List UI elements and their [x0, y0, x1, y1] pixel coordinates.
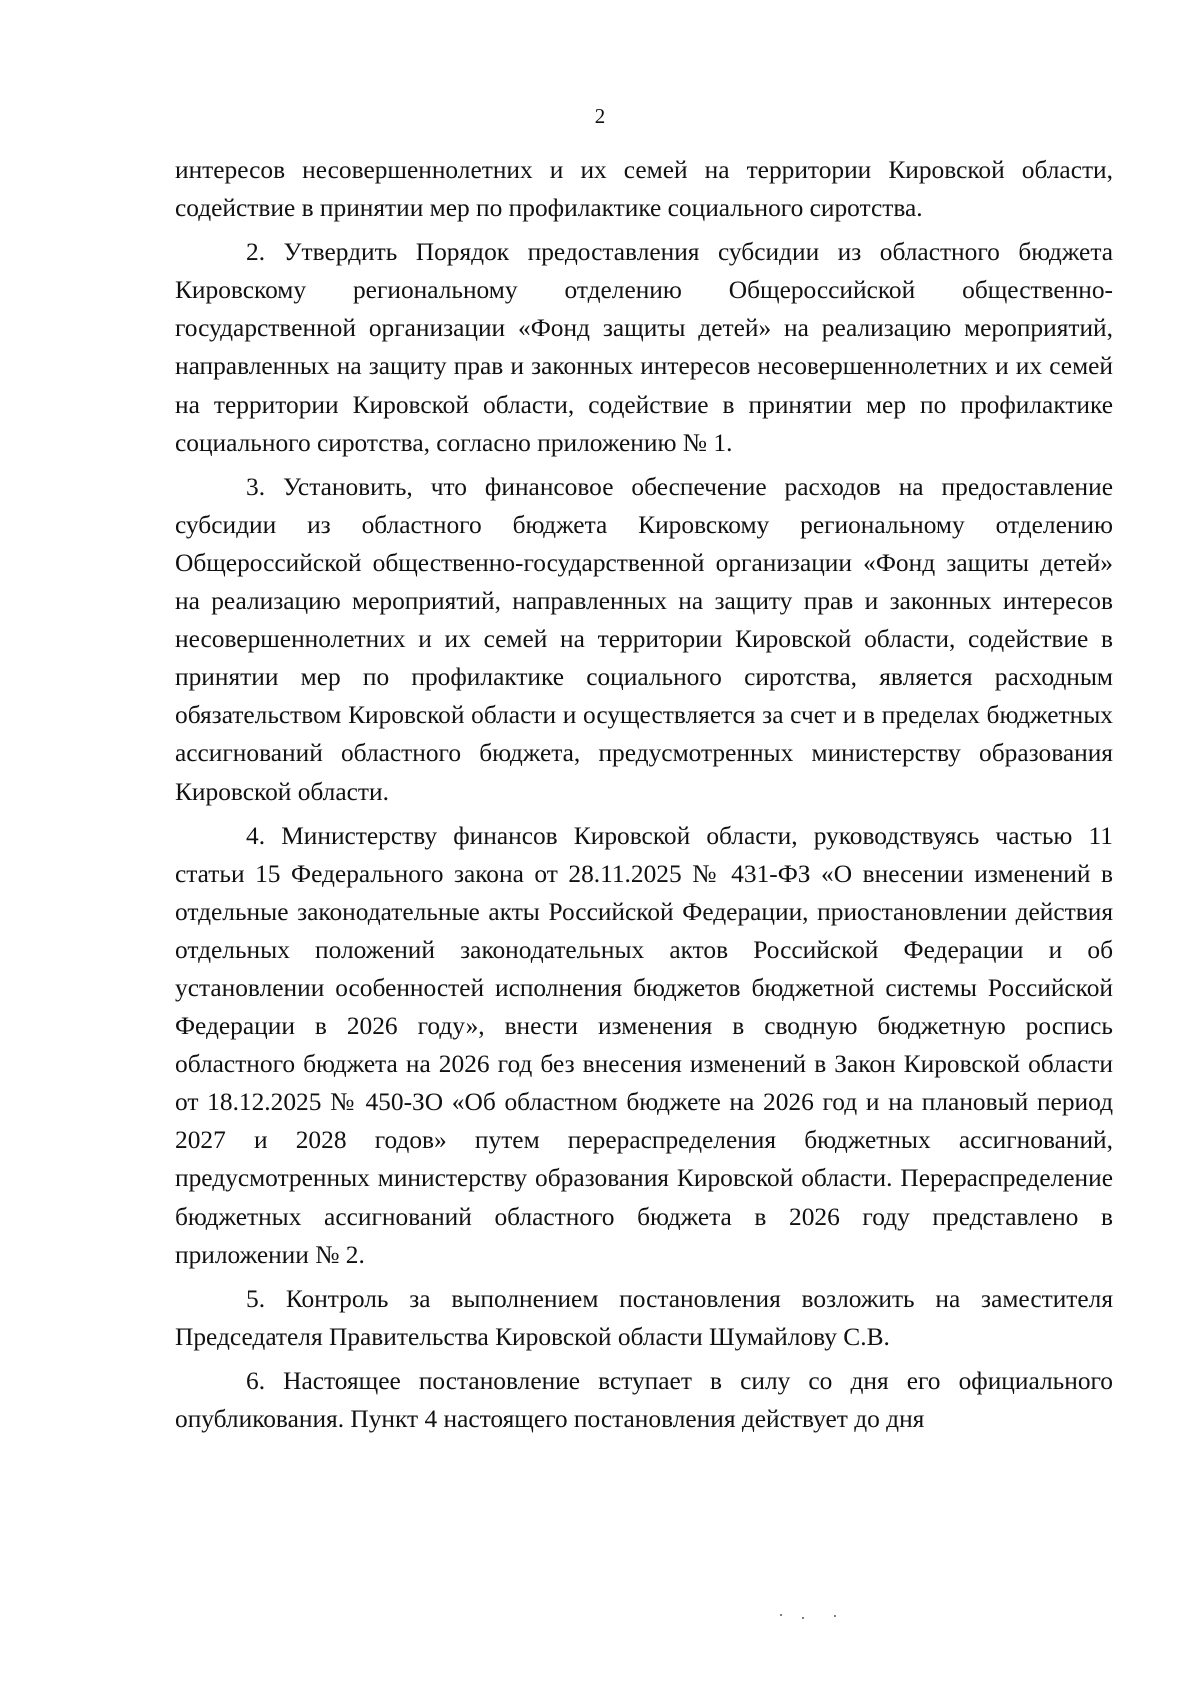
- page-number: 2: [594, 104, 606, 128]
- scan-speck: [780, 1614, 782, 1616]
- paragraph-continuation: интересов несовершеннолетних и их семей на территории Кировской области, содействие в принятии мер по профилактике социального сиротства.: [175, 156, 1113, 223]
- scan-speck: [802, 1617, 804, 1619]
- paragraph-item-4: 4. Министерству финансов Кировской области, руководствуясь частью 11 статьи 15 Федерального закона от 28.11.2025 № 431-ФЗ «О внесении изменений в отдельные законодательные акты Российской Федерации, приостановлении действия отдельных положений законодательных актов Российской Федерации и об установлении особенностей исполнения бюджетов бюджетной системы Российской Федерации в 2026 году», внести изменения в сводную бюджетную роспись областного бюджета на 2026 год без внесения изменений в Закон Кировской области от 18.12.2025 № 450-ЗО «Об областном бюджете на 2026 год и на плановый период 2027 и 2028 годов» путем перераспределения бюджетных ассигнований, предусмотренных министерству образования Кировской области. Перераспределение бюджетных ассигнований областного бюджета в 2026 году представлено в приложении № 2.: [175, 821, 1113, 1269]
- paragraph-item-6: 6. Настоящее постановление вступает в силу со дня его официального опубликования. Пункт 4 настоящего постановления действует до дня: [175, 1366, 1113, 1433]
- scan-speck: [834, 1615, 836, 1617]
- document-body: [175, 151, 1113, 1444]
- scan-specks: [780, 1611, 860, 1621]
- paragraph-item-2: 2. Утвердить Порядок предоставления субсидии из областного бюджета Кировскому региональному отделению Общероссийской общественно-государственной организации «Фонд защиты детей» на реализацию мероприятий, направленных на защиту прав и законных интересов несовершеннолетних и их семей на территории Кировской области, содействие в принятии мер по профилактике социального сиротства, согласно приложению № 1.: [175, 238, 1113, 457]
- paragraph-item-3: 3. Установить, что финансовое обеспечение расходов на предоставление субсидии из областного бюджета Кировскому региональному отделению Общероссийской общественно-государственной организации «Фонд защиты детей» на реализацию мероприятий, направленных на защиту прав и законных интересов несовершеннолетних и их семей на территории Кировской области, содействие в принятии мер по профилактике социального сиротства, является расходным обязательством Кировской области и осуществляется за счет и в пределах бюджетных ассигнований областного бюджета, предусмотренных министерству образования Кировской области.: [175, 472, 1113, 806]
- paragraph-item-5: 5. Контроль за выполнением постановления возложить на заместителя Председателя Правительства Кировской области Шумайлову С.В.: [175, 1284, 1113, 1351]
